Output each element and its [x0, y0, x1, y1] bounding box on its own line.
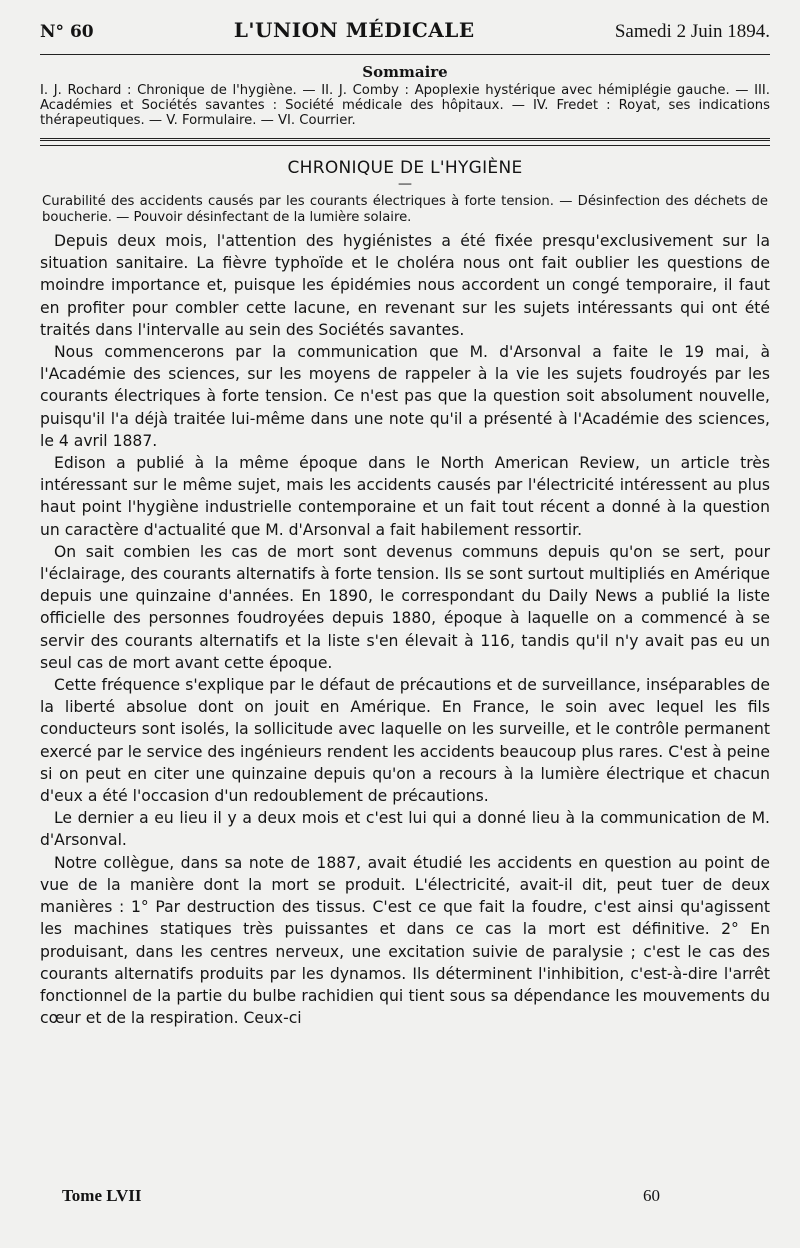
- paragraph: Cette fréquence s'explique par le défaut de précautions et de surveillance, inséparables de la liberté absolue dont on jouit en Amérique. En France, le soin avec lequel les fils conducteurs sont isolés, la sollicitude avec laquelle on les surveille, et le contrôle permanent exercé par le service des ingénieurs rendent les accidents beaucoup plus rares. C'est à peine si on peut en citer une quinzaine depuis qu'on a recours à la lumière électrique et chacun d'eux a été l'occasion d'un redoublement de précautions.: [40, 676, 770, 806]
- paragraph: On sait combien les cas de mort sont devenus communs depuis qu'on se sert, pour l'éclairage, des courants alternatifs à forte tension. Ils se sont surtout multipliés en Amérique depuis une quinzaine d'années. En 1890, le correspondant du Daily News a publié la liste officielle des personnes foudroyées depuis 1880, époque à laquelle on a commencé à se servir des courants alternatifs et la liste s'en élevait à 116, tandis qu'il n'y avait pas eu un seul cas de mort avant cette époque.: [40, 542, 770, 672]
- section-divider: [40, 138, 770, 146]
- header-rule: [40, 54, 770, 55]
- paragraph: Le dernier a eu lieu il y a deux mois et c'est lui qui a donné lieu à la communication de M. d'Arsonval.: [40, 809, 770, 850]
- paragraph: Nous commencerons par la communication que M. d'Arsonval a faite le 19 mai, à l'Académie des sciences, sur les moyens de rappeler à la vie les sujets foudroyés par les courants électriques à forte tension. Ce n'est pas que la question soit absolument nouvelle, puisqu'il l'a déjà traitée lui-même dans une note qu'il a présenté à l'Académie des sciences, le 4 avril 1887.: [40, 343, 770, 450]
- section-title: CHRONIQUE DE L'HYGIÈNE: [287, 158, 523, 178]
- page-number: 60: [643, 1186, 660, 1205]
- sommaire-text: I. J. Rochard : Chronique de l'hygiène. — II. J. Comby : Apoplexie hystérique avec hémiplégie gauche. — III. Académies et Sociétés savantes : Société médicale des hôpitaux. — IV. Fredet : Royat, ses indications thérapeutiques. — V. Formulaire. — VI. Courrier.: [40, 83, 770, 128]
- issue-date: Samedi 2 Juin 1894.: [614, 21, 770, 42]
- article-body: [40, 230, 770, 1029]
- paragraph: Notre collègue, dans sa note de 1887, avait étudié les accidents en question au point de vue de la manière dont la mort se produit. L'électricité, avait-il dit, peut tuer de deux manières : 1° Par destruction des tissus. C'est ce que fait la foudre, c'est ainsi qu'agissent les machines statiques très puissantes et dans ce cas la mort est définitive. 2° En produisant, dans les centres nerveux, une excitation suivie de paralysie ; c'est le cas des courants alternatifs produits par les dynamos. Ils déterminent l'inhibition, c'est-à-dire l'arrêt fonctionnel de la partie du bulbe rachidien qui tient sous sa dépendance les mouvements du cœur et de la respiration. Ceux-ci: [40, 853, 770, 1028]
- issue-number: N° 60: [40, 22, 94, 42]
- page-header: [40, 18, 770, 52]
- paragraph: Depuis deux mois, l'attention des hygiénistes a été fixée presqu'exclusivement sur la situation sanitaire. La fièvre typhoïde et le choléra nous ont fait oublier les questions de moindre importance et, puisque les épidémies nous accordent un congé temporaire, il faut en profiter pour combler cette lacune, en revenant sur les sujets intéressants qui ont été traités dans l'intervalle au sein des Sociétés savantes.: [40, 232, 770, 339]
- section-summary: Curabilité des accidents causés par les courants électriques à forte tension. — Désinfection des déchets de boucherie. — Pouvoir désinfectant de la lumière solaire.: [42, 194, 768, 225]
- sommaire-title: Sommaire: [362, 63, 448, 81]
- tome-label: Tome LVII: [62, 1186, 142, 1205]
- section-dash: —: [398, 176, 412, 192]
- journal-title: L'UNION MÉDICALE: [233, 18, 475, 42]
- paragraph: Edison a publié à la même époque dans le North American Review, un article très intéressant sur le même sujet, mais les accidents causés par l'électricité intéressent au plus haut point l'hygiène industrielle contemporaine et un fait tout récent a donné à la question un caractère d'actualité que M. d'Arsonval a fait habilement ressortir.: [40, 454, 770, 539]
- page-footer: [62, 1186, 660, 1206]
